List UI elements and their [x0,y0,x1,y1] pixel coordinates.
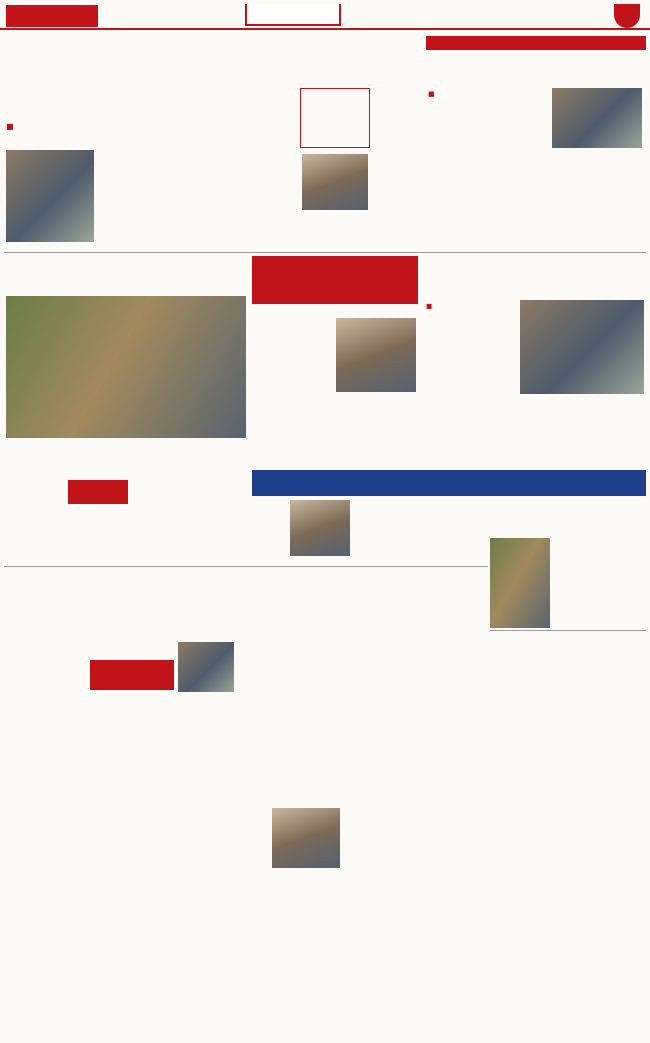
body-madarsa [6,654,86,764]
body-vande-bharat [6,452,66,564]
region-bar [426,36,646,50]
body-vp-2 [372,88,422,248]
bullet-saini [428,90,548,99]
banner-bittu [252,470,646,496]
body-jitendra-2 [336,396,418,468]
photo-ig [272,808,340,868]
newspaper-logo [6,5,98,27]
body-suresh-gopi [140,1014,488,1042]
photo-ins [178,642,234,692]
body-fastag [552,538,646,628]
photo-saini [552,88,642,148]
body-vp [250,88,298,248]
photo-jitendra [336,318,416,392]
body-mann-2 [520,412,644,464]
body-ig [140,808,270,998]
headline-digital-arrest [384,500,484,520]
body-tamal [6,820,136,1040]
section-title [245,4,341,26]
headline-vp [250,36,422,50]
photo-bittu [290,500,350,556]
body-army [342,810,488,998]
headline-ig [140,768,340,783]
body-saini [428,122,548,250]
headline-army [342,768,488,791]
body-shinde [98,150,238,242]
quote-saini [552,154,642,250]
photo-fastag [490,538,550,628]
body-mann [426,336,518,464]
photo-kharge [302,154,368,210]
body-jitendra [252,318,334,468]
bullet-mann [426,302,518,311]
bullet-madarsa [90,660,174,690]
headline-mann [424,256,646,276]
body-ins [236,642,306,762]
headline-fastag [490,500,646,513]
sidebar-kharge [300,88,370,148]
headline-shinde [4,42,236,71]
photo-modi-train [6,296,246,438]
body-woman [310,654,486,764]
body-vande-bharat-2 [130,452,248,564]
headline-tamal [4,768,134,791]
body-madarsa-2 [90,694,174,764]
divider [4,252,646,253]
bullet-shinde [6,122,236,133]
body-digital-arrest [384,538,484,618]
headline-woman [310,616,486,630]
bullet-vande-bharat [68,480,128,504]
photo-shinde [6,150,94,242]
photo-mann [520,300,644,394]
headline-jitendra [252,256,418,304]
divider [490,630,646,631]
body-bittu [252,500,288,564]
headline-ins [178,618,306,627]
headline-madarsa [4,616,174,630]
